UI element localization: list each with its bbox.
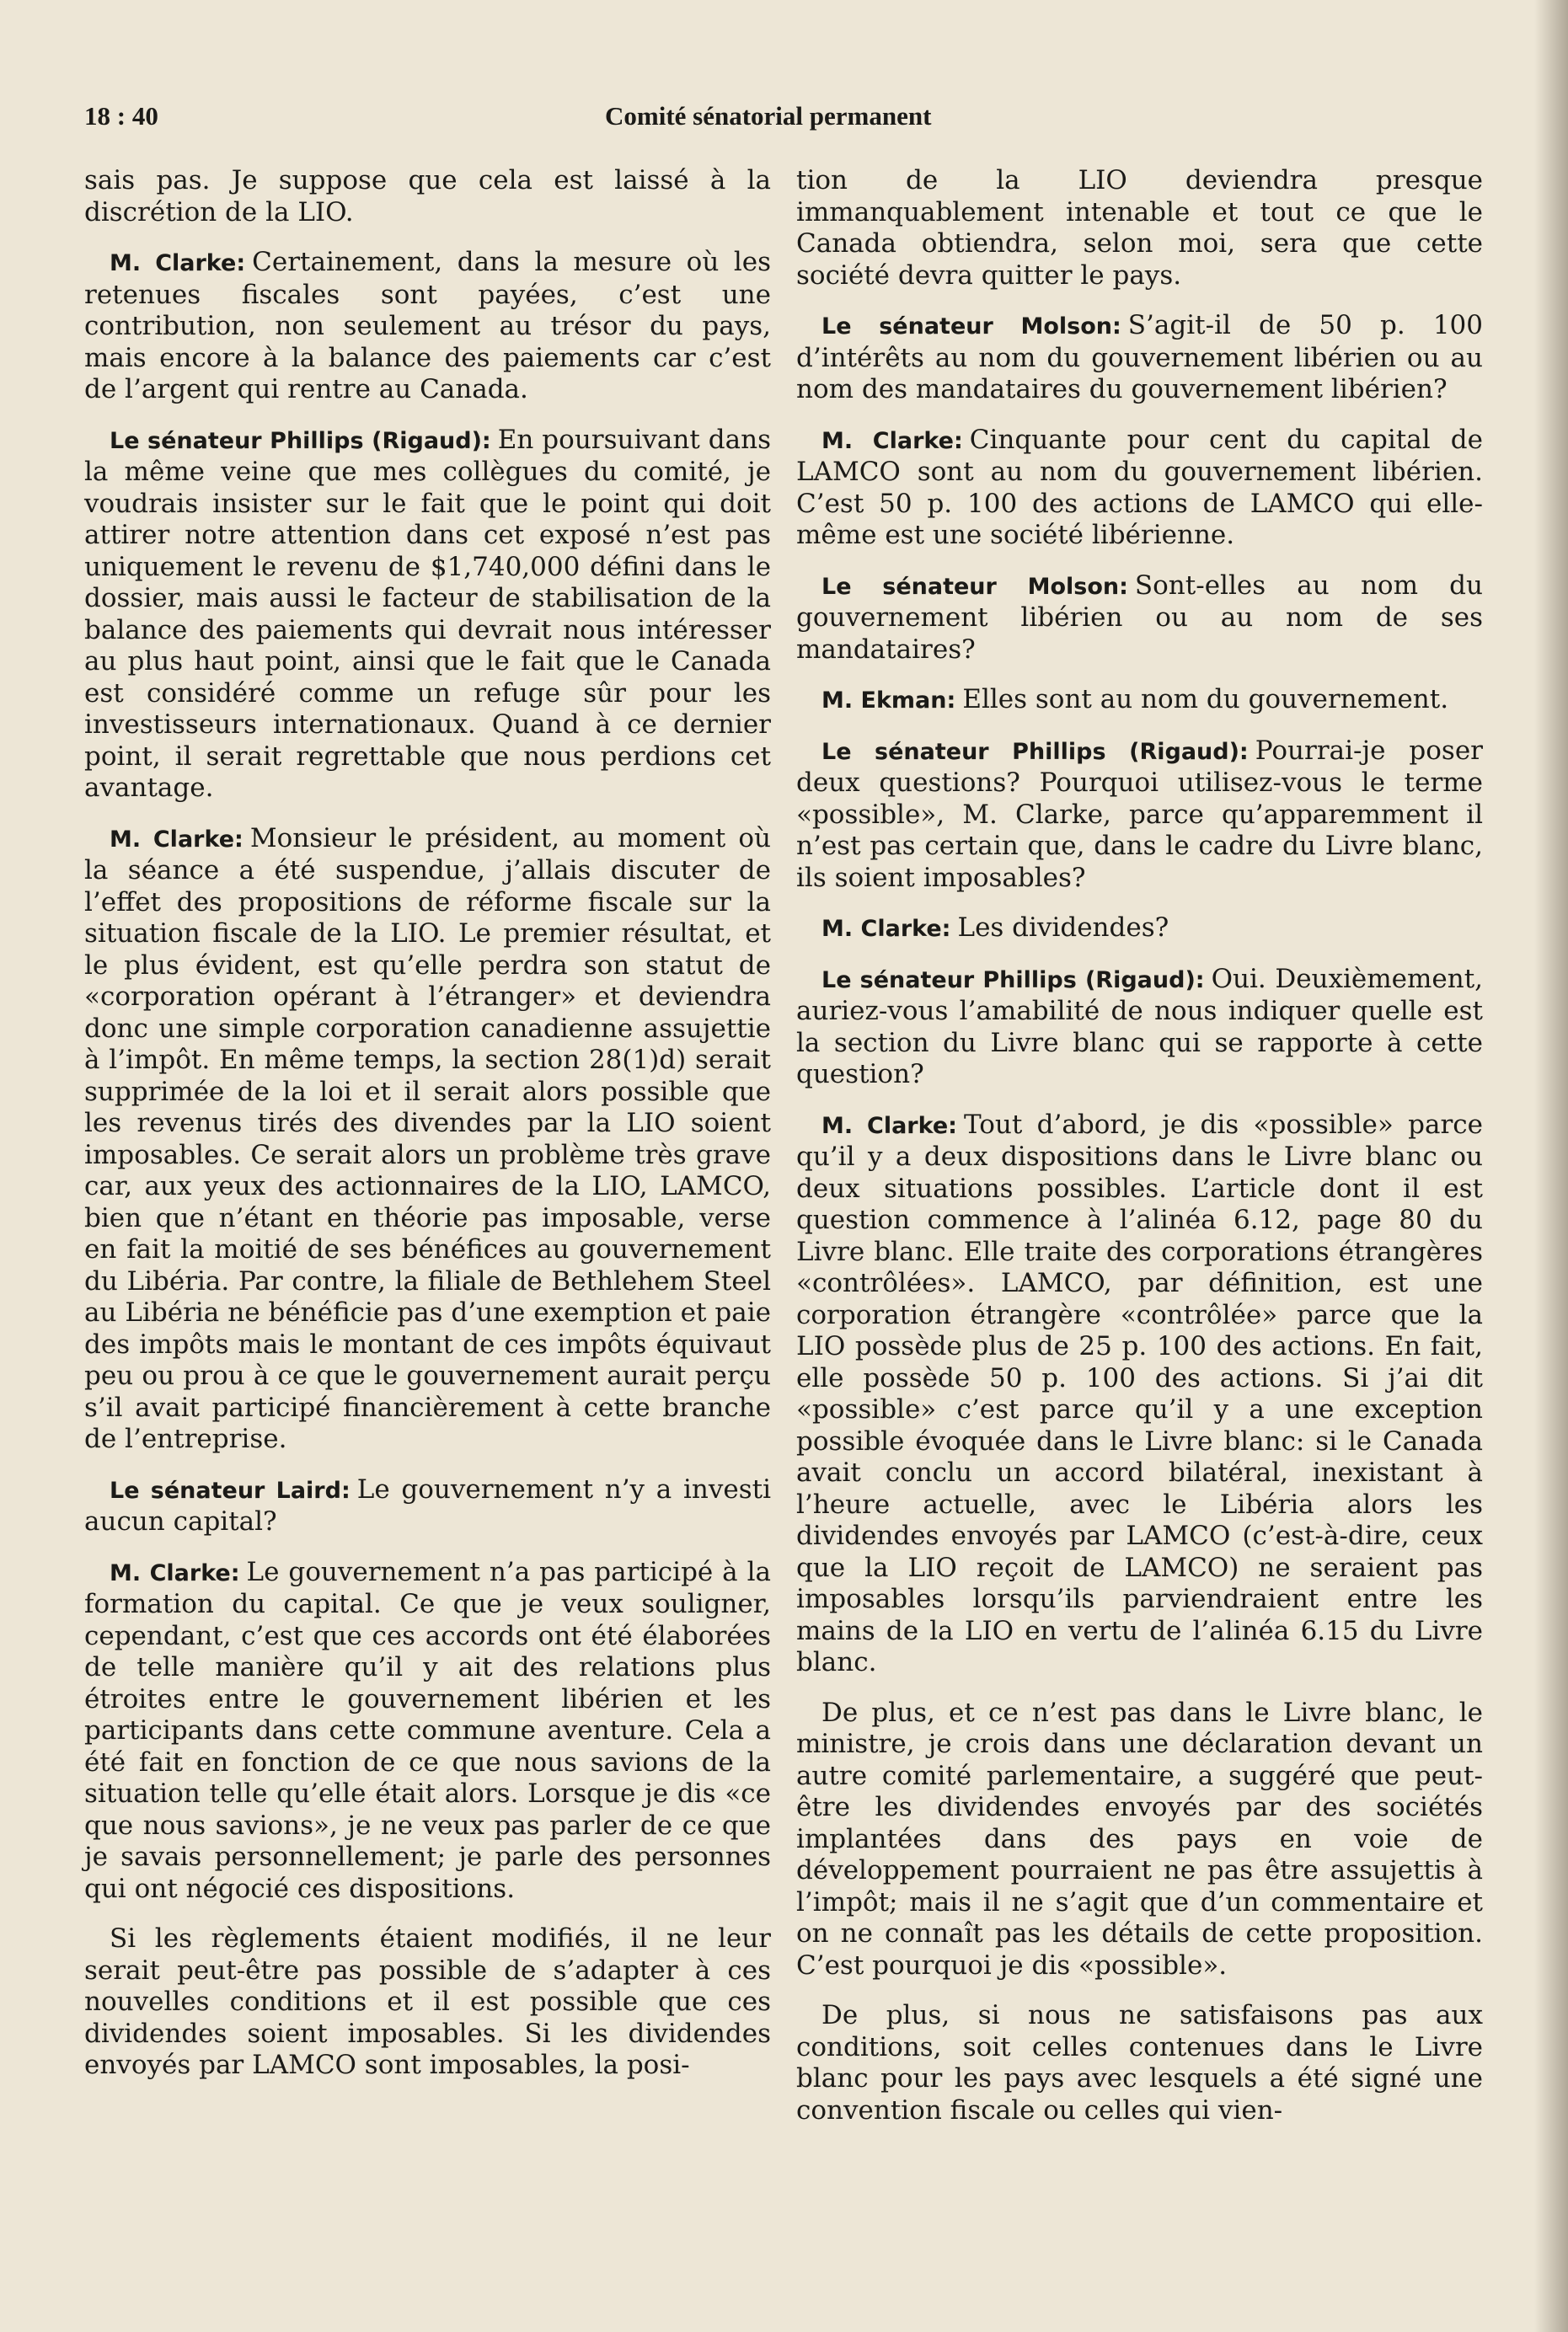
speaker-name: Le sénateur Molson: <box>821 573 1128 600</box>
paragraph <box>84 1923 771 2082</box>
paragraph-text: S’agit-il de 50 p. 100 d’intérêts au nom du gouvernement libérien ou au nom des mandataires du gouvernement libérien? <box>796 310 1483 404</box>
paragraph-text: Cinquante pour cent du capital de LAMCO sont au nom du gouvernement libérien. C’est 50 p. 100 des actions de LAMCO qui elle-même est une société libérienne. <box>796 424 1483 550</box>
speaker-name: M. Clarke: <box>821 916 951 942</box>
speaker-name: Le sénateur Laird: <box>110 1477 351 1504</box>
paragraph-text: Les dividendes? <box>957 912 1169 943</box>
page-number: 18 : 40 <box>84 101 158 131</box>
paragraph <box>796 1110 1483 1679</box>
paragraph-text: Certainement, dans la mesure où les retenues fiscales sont payées, c’est une contribution, non seulement au trésor du pays, mais encore à la balance des paiements car c’est de l’argent qui rentre au Canada. <box>84 247 771 404</box>
paragraph <box>796 165 1483 292</box>
paragraph <box>796 425 1483 552</box>
paragraph <box>796 2000 1483 2126</box>
paragraph <box>796 310 1483 406</box>
speaker-name: M. Clarke: <box>110 250 246 276</box>
paragraph-text: sais pas. Je suppose que cela est laissé à la discrétion de la LIO. <box>84 165 771 227</box>
paragraph-text: tion de la LIO deviendra presque immanquablement intenable et tout ce que le Canada obtiendra, selon moi, sera que cette société devra quitter le pays. <box>796 165 1483 291</box>
running-title: Comité sénatorial permanent <box>605 101 932 131</box>
paragraph <box>796 1698 1483 1982</box>
paragraph-text: Si les règlements étaient modifiés, il ne leur serait peut-être pas possible de s’adapter à ces nouvelles conditions et il est possible que ces dividendes soient imposables. Si les dividendes envoyés par LAMCO sont imposables, la posi- <box>84 1923 771 2080</box>
paragraph-text: Oui. Deuxièmement, auriez-vous l’amabilité de nous indiquer quelle est la section du Livre blanc qui se rapporte à cette question? <box>796 963 1484 1089</box>
speaker-name: M. Clarke: <box>110 1559 240 1586</box>
paragraph-text: De plus, si nous ne satisfaisons pas aux conditions, soit celles contenues dans le Livre blanc pour les pays avec lesquels a été signé une convention fiscale ou celles qui vien- <box>796 2000 1483 2126</box>
paragraph-text: Elles sont au nom du gouvernement. <box>962 684 1449 714</box>
paragraph-text: Pourrai-je poser deux questions? Pourquoi utilisez-vous le terme «possible», M. Clarke, parce qu’apparemment il n’est pas certain que, dans le cadre du Livre blanc, ils soient imposables? <box>796 735 1483 893</box>
page-edge-shadow <box>1534 0 1568 2332</box>
speaker-name: M. Ekman: <box>821 687 956 714</box>
paragraph-text: En poursuivant dans la même veine que mes collègues du comité, je voudrais insister sur le fait que le point qui doit attirer notre attention dans cet exposé n’est pas uniquement le revenu de $1,740,000 défini dans le dossier, mais aussi le facteur de stabilisation de la balance des paiements qui devrait nous intéresser au plus haut point, ainsi que le fait que le Canada est considéré comme un refuge sûr pour les investisseurs internationaux. Quand à ce dernier point, il serait regrettable que nous perdions cet avantage. <box>84 424 771 803</box>
speaker-name: Le sénateur Phillips (Rigaud): <box>110 427 491 454</box>
paragraph <box>84 247 771 406</box>
paragraph-text: De plus, et ce n’est pas dans le Livre blanc, le ministre, je crois dans une déclaration devant un autre comité parlementaire, a suggéré que peut-être les dividendes envoyés par des sociétés implantées dans des pays en voie de développement pourraient ne pas être assujettis à l’impôt; mais il ne s’agit que d’un commentaire et on ne connaît pas les détails de cette proposition. C’est pourquoi je dis «possible». <box>796 1697 1483 1981</box>
speaker-name: M. Clarke: <box>110 826 243 853</box>
speaker-name: Le sénateur Phillips (Rigaud): <box>821 738 1249 765</box>
paragraph <box>796 570 1483 666</box>
paragraph <box>84 165 771 228</box>
paragraph-text: Sont-elles au nom du gouvernement libérien ou au nom de ses mandataires? <box>796 570 1483 665</box>
paragraph <box>84 823 771 1456</box>
paragraph-text: Tout d’abord, je dis «possible» parce qu’il y a deux dispositions dans le Livre blanc ou deux situations possibles. L’article dont il est question commence à l’alinéa 6.12, page 80 du Livre blanc. Elle traite des corporations étrangères «contrôlées». LAMCO, par définition, est une corporation étrangère «contrôlée» parce que la LIO possède plus de 25 p. 100 des actions. En fait, elle possède 50 p. 100 des actions. Si j’ai dit «possible» c’est parce qu’il y a une exception possible évoquée dans le Livre blanc: si le Canada avait conclu un accord bilatéral, inexistant à l’heure actuelle, avec le Libéria alors les dividendes envoyés par LAMCO (c’est-à-dire, ceux que la LIO reçoit de LAMCO) ne seraient pas imposables lorsqu’ils parviendraient entre les mains de la LIO en vertu de l’alinéa 6.15 du Livre blanc. <box>796 1109 1483 1677</box>
paragraph <box>84 1557 771 1906</box>
paragraph <box>796 684 1483 717</box>
left-column <box>84 165 771 2100</box>
speaker-name: M. Clarke: <box>821 1112 957 1139</box>
paragraph <box>84 1474 771 1538</box>
paragraph <box>796 912 1483 945</box>
right-column <box>796 165 1483 2145</box>
speaker-name: M. Clarke: <box>821 427 963 454</box>
page-header <box>84 101 1483 152</box>
paragraph <box>84 425 771 805</box>
paragraph-text: Le gouvernement n’a pas participé à la formation du capital. Ce que je veux souligner, cependant, c’est que ces accords ont été élaborées de telle manière qu’il y ait des relations plus étroites entre le gouvernement libérien et les participants dans cette commune aventure. Cela a été fait en fonction de ce que nous savions de la situation telle qu’elle était alors. Lorsque je dis «ce que nous savions», je ne veux pas parler de ce que je savais personnellement; je parle des personnes qui ont négocié ces dispositions. <box>84 1556 771 1904</box>
speaker-name: Le sénateur Molson: <box>821 313 1121 340</box>
paragraph <box>796 735 1483 895</box>
paragraph-text: Monsieur le président, au moment où la séance a été suspendue, j’allais discuter de l’effet des propositions de réforme fiscale sur la situation fiscale de la LIO. Le premier résultat, et le plus évident, est qu’elle perdra son statut de «corporation opérant à l’étranger» et deviendra donc une simple corporation canadienne assujettie à l’impôt. En même temps, la section 28(1)d) serait supprimée de la loi et il serait alors possible que les revenus tirés des divendes par la LIO soient imposables. Ce serait alors un problème très grave car, aux yeux des actionnaires de la LIO, LAMCO, bien que n’étant en théorie pas imposable, verse en fait la moitié de ses bénéfices au gouvernement du Libéria. Par contre, la filiale de Bethlehem Steel au Libéria ne bénéficie pas d’une exemption et paie des impôts mais le montant de ces impôts équivaut peu ou prou à ce que le gouvernement aurait perçu s’il avait participé financièrement à cette branche de l’entreprise. <box>84 822 771 1454</box>
paragraph-text: Le gouvernement n’y a investi aucun capital? <box>84 1474 772 1537</box>
paragraph <box>796 964 1483 1091</box>
speaker-name: Le sénateur Phillips (Rigaud): <box>821 966 1205 993</box>
